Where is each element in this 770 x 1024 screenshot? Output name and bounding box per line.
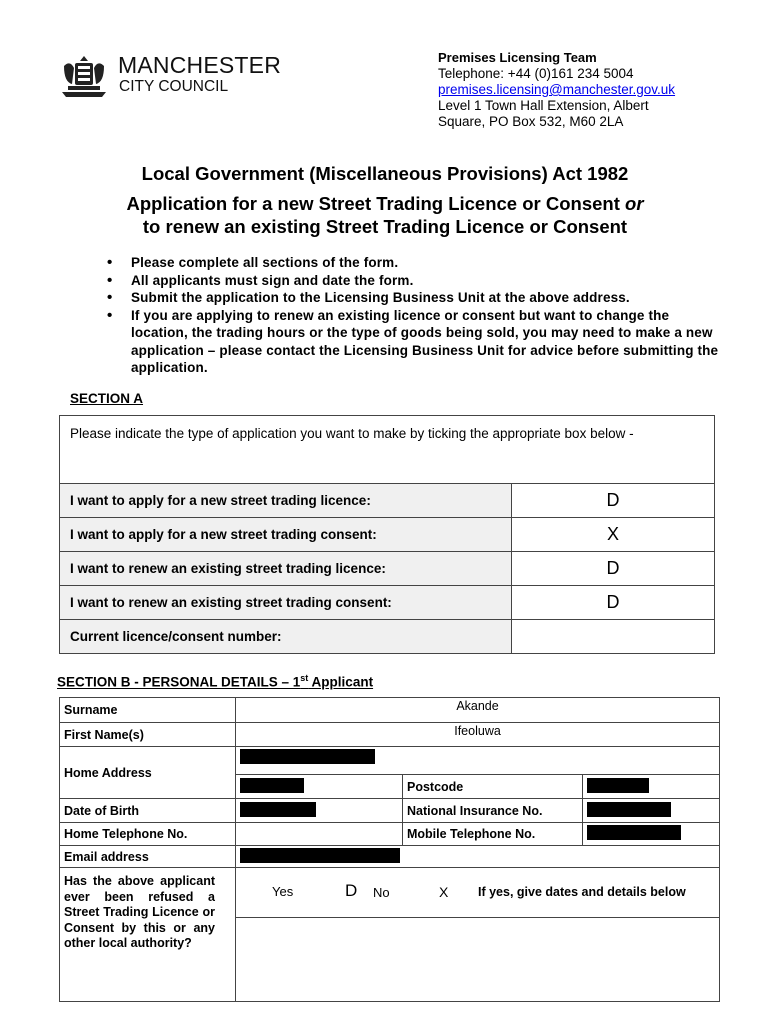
table-row bbox=[60, 747, 720, 775]
option-checkbox[interactable]: D bbox=[512, 484, 715, 518]
surname-field[interactable]: Akande bbox=[236, 698, 720, 723]
dob-label: Date of Birth bbox=[60, 799, 236, 823]
table-row bbox=[60, 846, 720, 868]
section-b-heading bbox=[57, 673, 373, 690]
mobile-label: Mobile Telephone No. bbox=[403, 823, 583, 846]
postcode-label: Postcode bbox=[403, 775, 583, 799]
home-telephone-field[interactable] bbox=[236, 823, 403, 846]
section-b-table bbox=[59, 697, 720, 1002]
contact-block bbox=[438, 50, 758, 130]
redaction-bar bbox=[240, 848, 400, 863]
details-prompt: If yes, give dates and details below bbox=[478, 885, 686, 899]
redaction-bar bbox=[240, 778, 304, 793]
table-row bbox=[60, 868, 720, 918]
instruction-item: • If you are applying to renew an existing licence or consent but want to change the location, the trading hours or the type of goods being sold, you may need to make a new application – please contact the Licensing Business Unit for advice before submitting the application. bbox=[105, 307, 725, 377]
email-label: Email address bbox=[60, 846, 236, 868]
table-row bbox=[60, 484, 715, 518]
instruction-item: • All applicants must sign and date the form. bbox=[105, 272, 725, 290]
table-row bbox=[60, 552, 715, 586]
logo-subtitle: CITY COUNCIL bbox=[119, 78, 229, 95]
mobile-field[interactable] bbox=[583, 823, 720, 846]
surname-label: Surname bbox=[60, 698, 236, 723]
table-row bbox=[60, 518, 715, 552]
table-row bbox=[60, 823, 720, 846]
council-logo bbox=[58, 52, 298, 102]
section-a-table bbox=[59, 415, 715, 654]
home-address-line2-field[interactable] bbox=[236, 775, 403, 799]
contact-address-line1: Level 1 Town Hall Extension, Albert bbox=[438, 98, 649, 113]
refused-question-label: Has the above applicant ever been refused a Street Trading Licence or Consent by this or any other local authority? bbox=[60, 868, 236, 1002]
dob-field[interactable] bbox=[236, 799, 403, 823]
refused-answer-row bbox=[236, 868, 720, 918]
logo-title: MANCHESTER bbox=[118, 52, 282, 78]
yes-label: Yes bbox=[272, 884, 294, 899]
section-a-heading: SECTION A bbox=[70, 391, 144, 406]
no-checkbox[interactable]: X bbox=[439, 884, 449, 900]
refused-details-field[interactable] bbox=[236, 918, 720, 1002]
ni-label: National Insurance No. bbox=[403, 799, 583, 823]
application-title-line2: to renew an existing Street Trading Licence or Consent bbox=[142, 216, 628, 237]
contact-team: Premises Licensing Team bbox=[438, 50, 597, 65]
contact-telephone: Telephone: +44 (0)161 234 5004 bbox=[438, 66, 634, 81]
table-row bbox=[60, 698, 720, 723]
yes-checkbox[interactable]: D bbox=[345, 881, 358, 900]
home-address-field[interactable] bbox=[236, 747, 720, 775]
instruction-list bbox=[105, 254, 725, 377]
first-name-label: First Name(s) bbox=[60, 723, 236, 747]
option-label: I want to renew an existing street trading licence: bbox=[60, 552, 512, 586]
licence-number-field[interactable] bbox=[512, 620, 715, 654]
home-address-label: Home Address bbox=[60, 747, 236, 799]
redaction-bar bbox=[587, 825, 681, 840]
application-title-or: or bbox=[625, 193, 644, 214]
section-a-intro: Please indicate the type of application you want to make by ticking the appropriate box below - bbox=[60, 416, 715, 484]
no-label: No bbox=[373, 885, 390, 900]
coat-of-arms-icon bbox=[58, 52, 110, 100]
instruction-item: • Please complete all sections of the form. bbox=[105, 254, 725, 272]
email-field[interactable] bbox=[236, 846, 720, 868]
option-checkbox[interactable]: D bbox=[512, 586, 715, 620]
redaction-bar bbox=[240, 802, 316, 817]
option-label: I want to apply for a new street trading consent: bbox=[60, 518, 512, 552]
option-checkbox[interactable]: X bbox=[512, 518, 715, 552]
option-label: I want to renew an existing street trading consent: bbox=[60, 586, 512, 620]
ni-field[interactable] bbox=[583, 799, 720, 823]
section-b-heading-sup: st bbox=[300, 673, 309, 683]
redaction-bar bbox=[240, 749, 375, 764]
table-row bbox=[60, 620, 715, 654]
contact-email-link[interactable]: premises.licensing@manchester.gov.uk bbox=[438, 82, 676, 97]
option-label: I want to apply for a new street trading licence: bbox=[60, 484, 512, 518]
table-row bbox=[60, 586, 715, 620]
licence-number-label: Current licence/consent number: bbox=[60, 620, 512, 654]
home-telephone-label: Home Telephone No. bbox=[60, 823, 236, 846]
first-name-field[interactable]: Ifeoluwa bbox=[236, 723, 720, 747]
contact-address-line2: Square, PO Box 532, M60 2LA bbox=[438, 114, 624, 129]
redaction-bar bbox=[587, 802, 671, 817]
option-checkbox[interactable]: D bbox=[512, 552, 715, 586]
act-title: Local Government (Miscellaneous Provisions) Act 1982 bbox=[141, 163, 629, 184]
application-title-part: Application for a new Street Trading Licence or Consent bbox=[126, 193, 626, 214]
postcode-field[interactable] bbox=[583, 775, 720, 799]
application-title-line1 bbox=[0, 193, 770, 215]
section-b-heading-end: Applicant bbox=[308, 674, 374, 690]
instruction-item: • Submit the application to the Licensing Business Unit at the above address. bbox=[105, 289, 725, 307]
redaction-bar bbox=[587, 778, 649, 793]
table-row bbox=[60, 799, 720, 823]
section-b-heading-text: SECTION B - PERSONAL DETAILS – 1 bbox=[57, 674, 301, 690]
table-row bbox=[60, 723, 720, 747]
